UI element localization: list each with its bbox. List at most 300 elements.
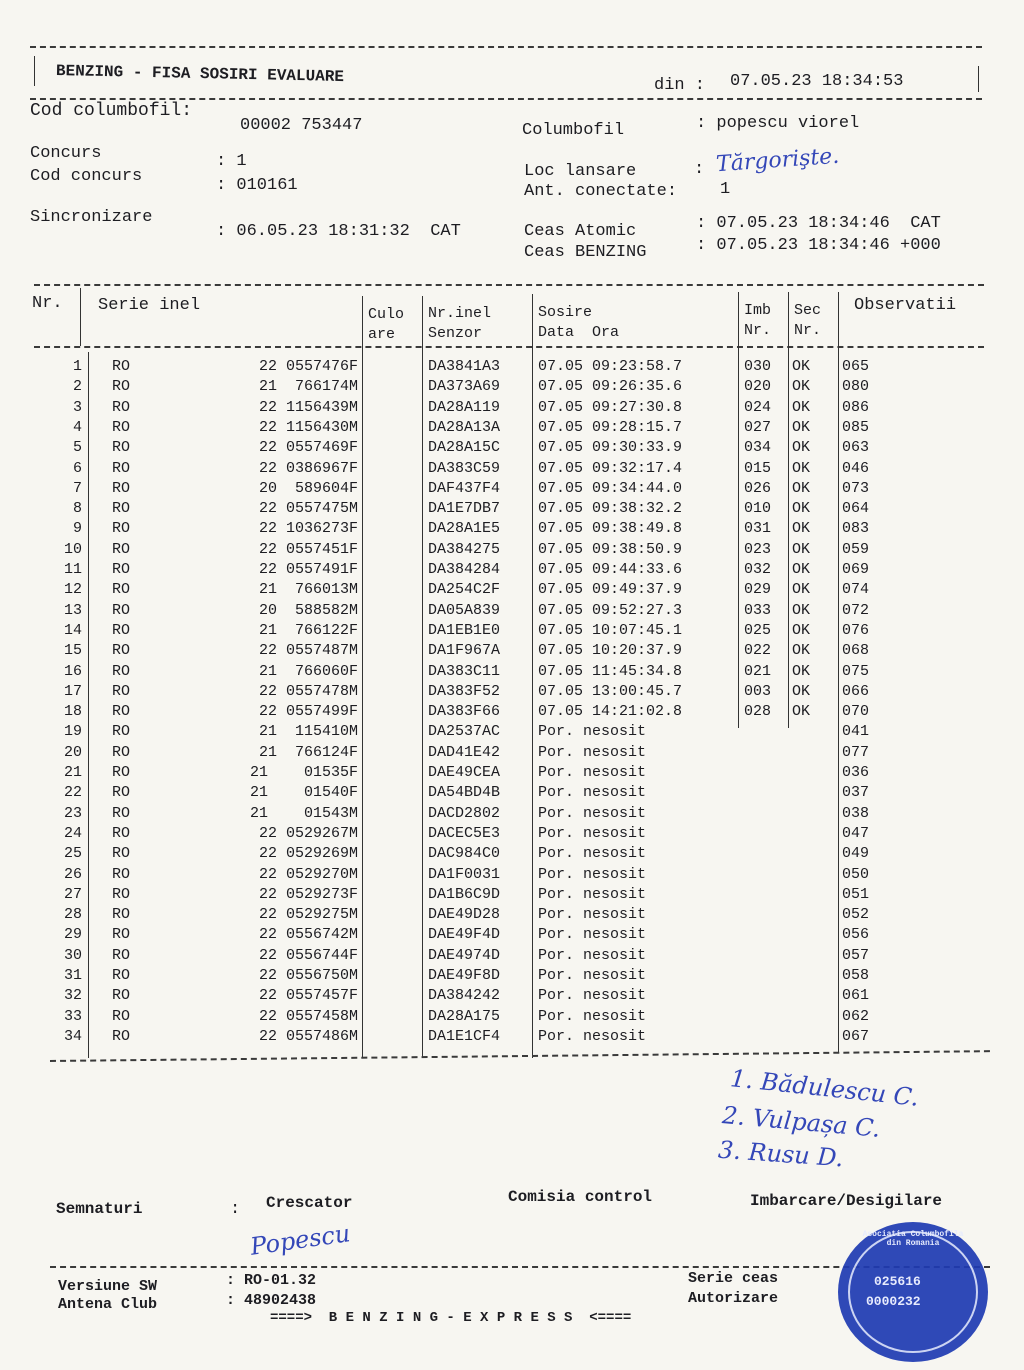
- row-ring-series: 22 0557451F: [258, 540, 358, 558]
- row-imb-nr: 030: [744, 358, 772, 375]
- row-sec-nr: OK: [792, 662, 811, 680]
- col-header-serie: Serie inel: [98, 296, 201, 315]
- header-bottom-rule: [30, 98, 982, 100]
- row-sec-nr: OK: [792, 642, 811, 660]
- row-number: 31: [63, 967, 82, 984]
- row-country: RO: [112, 601, 131, 619]
- col-header-sosire-1: Sosire: [538, 304, 593, 321]
- row-sensor-ring: DA54BD4B: [428, 784, 501, 802]
- row-observatii: 041: [842, 723, 870, 741]
- table-row: [30, 763, 990, 783]
- row-ring-series: 21 766124F: [258, 743, 358, 761]
- row-country: RO: [112, 520, 131, 538]
- row-imb-nr: 031: [744, 520, 772, 538]
- row-arrival: Por. nesosit: [538, 804, 647, 822]
- table-row: [30, 682, 990, 702]
- row-imb-nr: 024: [744, 398, 772, 416]
- row-sec-nr: OK: [792, 520, 811, 538]
- row-sec-nr: OK: [792, 500, 811, 518]
- row-country: RO: [112, 804, 131, 822]
- table-row: [30, 398, 990, 418]
- row-observatii: 036: [842, 764, 870, 781]
- row-number: 15: [63, 642, 82, 660]
- row-country: RO: [112, 824, 131, 842]
- header-right-bar: [978, 66, 979, 92]
- row-ring-series: 21 766060F: [258, 662, 358, 680]
- row-observatii: 077: [842, 743, 870, 761]
- col-header-nrinel-1: Nr.inel: [428, 305, 492, 322]
- row-sec-nr: OK: [792, 621, 811, 639]
- row-number: 17: [63, 682, 82, 700]
- row-sensor-ring: DA1E7DB7: [428, 500, 501, 518]
- row-sensor-ring: DA1F967A: [428, 642, 501, 660]
- ceas-atomic-value: : 07.05.23 18:34:46 CAT: [696, 214, 941, 233]
- cod-columbofil-label: Cod columbofil:: [30, 101, 193, 121]
- table-row: [30, 560, 990, 580]
- table-row: [30, 621, 990, 641]
- row-arrival: Por. nesosit: [538, 845, 647, 863]
- row-observatii: 056: [842, 926, 870, 944]
- col-header-imb-1: Imb: [744, 302, 772, 319]
- serie-ceas-label: Serie ceas: [688, 1270, 779, 1287]
- row-imb-nr: 029: [744, 581, 772, 599]
- row-number: 5: [72, 439, 82, 457]
- row-ring-series: 22 0529275M: [258, 906, 358, 924]
- row-arrival: Por. nesosit: [538, 824, 647, 842]
- row-ring-series: 22 1156430M: [258, 418, 358, 436]
- row-sec-nr: OK: [792, 581, 811, 599]
- row-sensor-ring: DA1EB1E0: [428, 621, 501, 639]
- row-ring-series: 22 0557491F: [258, 561, 358, 578]
- row-arrival: 07.05 09:44:33.6: [538, 561, 683, 578]
- row-sec-nr: OK: [792, 358, 811, 375]
- stamp-value-1: 025616: [874, 1274, 921, 1289]
- row-observatii: 083: [842, 520, 870, 538]
- imbarcare-label: Imbarcare/Desigilare: [750, 1192, 943, 1210]
- row-arrival: Por. nesosit: [538, 987, 647, 1005]
- row-observatii: 073: [842, 479, 870, 497]
- stamp-arc-text: Asociatia Columbofila din Romania: [862, 1230, 964, 1248]
- row-country: RO: [112, 561, 131, 578]
- row-sec-nr: OK: [792, 378, 811, 396]
- table-row: [30, 743, 990, 763]
- row-ring-series: 22 0557457F: [258, 987, 358, 1005]
- row-number: 34: [63, 1027, 82, 1045]
- row-arrival: 07.05 09:34:44.0: [538, 479, 683, 497]
- row-ring-series: 22 0386967F: [258, 459, 358, 477]
- loc-lansare-label: Loc lansare: [524, 162, 637, 181]
- row-sec-nr: OK: [792, 682, 811, 700]
- row-ring-series: 22 0557476F: [258, 358, 358, 375]
- header-left-bar: [34, 56, 35, 86]
- row-observatii: 068: [842, 642, 870, 660]
- row-ring-series: 21 766174M: [258, 378, 358, 396]
- table-header-rule: [34, 346, 984, 348]
- columbofil-value: : popescu viorel: [696, 114, 860, 133]
- row-imb-nr: 032: [744, 561, 772, 578]
- table-row: [30, 662, 990, 682]
- table-row: [30, 783, 990, 803]
- row-observatii: 046: [842, 459, 870, 477]
- row-arrival: Por. nesosit: [538, 723, 647, 741]
- row-sensor-ring: DA254C2F: [428, 581, 501, 599]
- row-number: 27: [63, 885, 82, 903]
- row-imb-nr: 033: [744, 601, 772, 619]
- row-number: 14: [63, 621, 82, 639]
- row-sec-nr: OK: [792, 540, 811, 558]
- row-arrival: 07.05 09:30:33.9: [538, 439, 683, 457]
- row-arrival: 07.05 09:38:49.8: [538, 520, 683, 538]
- row-arrival: 07.05 09:28:15.7: [538, 418, 683, 436]
- row-sensor-ring: DAF437F4: [428, 479, 501, 497]
- row-observatii: 052: [842, 906, 870, 924]
- row-country: RO: [112, 358, 131, 375]
- row-country: RO: [112, 459, 131, 477]
- row-sensor-ring: DA384284: [428, 561, 501, 578]
- row-country: RO: [112, 479, 131, 497]
- document-title: BENZING - FISA SOSIRI EVALUARE: [55, 62, 345, 87]
- row-ring-series: 22 0557486M: [258, 1027, 358, 1045]
- ceas-benzing-label: Ceas BENZING: [524, 243, 647, 262]
- commission-signature-2: 2. Vulpașa C.: [721, 1101, 882, 1143]
- row-sensor-ring: DA1F0031: [428, 865, 501, 883]
- table-row: [30, 580, 990, 600]
- row-arrival: 07.05 09:27:30.8: [538, 398, 683, 416]
- table-row: [30, 702, 990, 722]
- row-sensor-ring: DA05A839: [428, 601, 501, 619]
- table-row: [30, 377, 990, 397]
- table-row: [30, 357, 990, 377]
- row-number: 21: [63, 764, 82, 781]
- row-number: 4: [72, 418, 82, 436]
- row-observatii: 080: [842, 378, 870, 396]
- row-observatii: 076: [842, 621, 870, 639]
- row-arrival: 07.05 09:26:35.6: [538, 378, 683, 396]
- row-observatii: 061: [842, 987, 870, 1005]
- col-header-culoare-2: are: [368, 326, 396, 343]
- table-row: [30, 459, 990, 479]
- col-header-nrinel-2: Senzor: [428, 325, 483, 342]
- row-country: RO: [112, 987, 131, 1005]
- row-country: RO: [112, 581, 131, 599]
- row-arrival: Por. nesosit: [538, 1027, 647, 1045]
- row-sensor-ring: DA1E1CF4: [428, 1027, 501, 1045]
- row-ring-series: 22 0529267M: [258, 824, 358, 842]
- row-number: 10: [63, 540, 82, 558]
- row-arrival: 07.05 14:21:02.8: [538, 703, 683, 721]
- semnaturi-label: Semnaturi: [56, 1200, 143, 1218]
- row-country: RO: [112, 1027, 131, 1045]
- row-sensor-ring: DAD41E42: [428, 743, 501, 761]
- row-observatii: 067: [842, 1027, 870, 1045]
- ceas-benzing-value: : 07.05.23 18:34:46 +000: [696, 236, 941, 255]
- row-country: RO: [112, 865, 131, 883]
- row-country: RO: [112, 906, 131, 924]
- row-sec-nr: OK: [792, 561, 811, 578]
- row-ring-series: 21 01543M: [249, 804, 358, 822]
- row-sensor-ring: DA3841A3: [428, 358, 501, 375]
- row-number: 7: [72, 479, 82, 497]
- row-ring-series: 22 0529273F: [258, 885, 358, 903]
- brand-line: ====> B E N Z I N G - E X P R E S S <====: [270, 1310, 632, 1326]
- row-country: RO: [112, 946, 131, 964]
- print-date-label: din :: [654, 76, 706, 95]
- row-arrival: 07.05 10:20:37.9: [538, 642, 683, 660]
- row-country: RO: [112, 682, 131, 700]
- row-country: RO: [112, 439, 131, 457]
- row-observatii: 058: [842, 967, 870, 984]
- row-country: RO: [112, 926, 131, 944]
- row-sec-nr: OK: [792, 459, 811, 477]
- row-imb-nr: 027: [744, 418, 772, 436]
- row-imb-nr: 028: [744, 703, 772, 721]
- row-imb-nr: 003: [744, 682, 772, 700]
- crescator-signature: Popescu: [248, 1219, 352, 1261]
- row-sensor-ring: DA384275: [428, 540, 501, 558]
- stamp-ring: [848, 1231, 978, 1353]
- row-observatii: 050: [842, 865, 870, 883]
- row-arrival: 07.05 10:07:45.1: [538, 621, 683, 639]
- sincronizare-label: Sincronizare: [30, 208, 153, 227]
- row-sensor-ring: DA2537AC: [428, 723, 501, 741]
- row-arrival: 07.05 09:32:17.4: [538, 459, 683, 477]
- row-sensor-ring: DACD2802: [428, 804, 501, 822]
- versiune-value: : RO-01.32: [226, 1272, 317, 1289]
- row-ring-series: 20 589604F: [258, 479, 358, 497]
- row-observatii: 063: [842, 439, 870, 457]
- row-country: RO: [112, 703, 131, 721]
- table-row: [30, 722, 990, 742]
- row-arrival: Por. nesosit: [538, 906, 647, 924]
- row-observatii: 072: [842, 601, 870, 619]
- row-sec-nr: OK: [792, 398, 811, 416]
- header-top-rule: [30, 46, 982, 48]
- table-row: [30, 641, 990, 661]
- loc-lansare-sep: :: [694, 160, 705, 179]
- row-sensor-ring: DA384242: [428, 987, 501, 1005]
- row-number: 20: [63, 743, 82, 761]
- row-imb-nr: 010: [744, 500, 772, 518]
- row-number: 9: [72, 520, 82, 538]
- row-number: 30: [63, 946, 82, 964]
- row-country: RO: [112, 418, 131, 436]
- row-ring-series: 22 0557499F: [258, 703, 358, 721]
- table-row: [30, 905, 990, 925]
- col-header-imb-2: Nr.: [744, 322, 772, 339]
- row-observatii: 086: [842, 398, 870, 416]
- ant-conectate-label: Ant. conectate:: [524, 182, 678, 201]
- row-imb-nr: 015: [744, 459, 772, 477]
- commission-signature-3: 3. Rusu D.: [717, 1135, 845, 1173]
- row-ring-series: 22 0557469F: [258, 439, 358, 457]
- table-row: [30, 1027, 990, 1047]
- row-sensor-ring: DAE49F4D: [428, 926, 501, 944]
- ant-conectate-value: 1: [720, 180, 731, 199]
- antena-value: : 48902438: [226, 1292, 317, 1309]
- row-ring-series: 20 588582M: [258, 601, 358, 619]
- table-row: [30, 499, 990, 519]
- row-arrival: Por. nesosit: [538, 743, 647, 761]
- row-number: 25: [63, 845, 82, 863]
- row-ring-series: 21 766013M: [258, 581, 358, 599]
- row-number: 32: [63, 987, 82, 1005]
- row-arrival: 07.05 09:38:32.2: [538, 500, 683, 518]
- col-header-sosire-2: Data Ora: [538, 324, 620, 341]
- row-country: RO: [112, 621, 131, 639]
- table-row: [30, 438, 990, 458]
- table-row: [30, 418, 990, 438]
- row-imb-nr: 023: [744, 540, 772, 558]
- row-sensor-ring: DA1B6C9D: [428, 885, 501, 903]
- row-country: RO: [112, 500, 131, 518]
- row-arrival: Por. nesosit: [538, 865, 647, 883]
- row-sensor-ring: DA383C11: [428, 662, 501, 680]
- table-row: [30, 885, 990, 905]
- row-sensor-ring: DA383C59: [428, 459, 501, 477]
- row-country: RO: [112, 885, 131, 903]
- row-sensor-ring: DAE49F8D: [428, 967, 501, 984]
- row-number: 26: [63, 865, 82, 883]
- row-number: 3: [72, 398, 82, 416]
- row-imb-nr: 026: [744, 479, 772, 497]
- row-arrival: Por. nesosit: [538, 885, 647, 903]
- row-number: 29: [63, 926, 82, 944]
- col-header-sec-1: Sec: [794, 302, 822, 319]
- row-sec-nr: OK: [792, 703, 811, 721]
- table-bottom-rule: [50, 1050, 990, 1062]
- row-imb-nr: 021: [744, 662, 772, 680]
- commission-signature-1: 1. Bădulescu C.: [729, 1064, 921, 1112]
- table-row: [30, 824, 990, 844]
- row-ring-series: 21 115410M: [258, 723, 358, 741]
- row-country: RO: [112, 662, 131, 680]
- row-sec-nr: OK: [792, 439, 811, 457]
- sincronizare-value: : 06.05.23 18:31:32 CAT: [216, 222, 461, 241]
- row-imb-nr: 034: [744, 439, 772, 457]
- col-header-nr: Nr.: [32, 294, 63, 313]
- row-number: 23: [63, 804, 82, 822]
- row-arrival: Por. nesosit: [538, 1007, 647, 1025]
- col-header-culoare-1: Culo: [368, 306, 405, 323]
- row-ring-series: 22 1156439M: [258, 398, 358, 416]
- row-sensor-ring: DAC984C0: [428, 845, 501, 863]
- row-sensor-ring: DA28A13A: [428, 418, 501, 436]
- table-row: [30, 519, 990, 539]
- row-number: 2: [72, 378, 82, 396]
- autorizare-label: Autorizare: [688, 1290, 779, 1307]
- row-country: RO: [112, 784, 131, 802]
- table-row: [30, 946, 990, 966]
- row-ring-series: 22 0557475M: [258, 500, 358, 518]
- row-arrival: Por. nesosit: [538, 926, 647, 944]
- row-country: RO: [112, 845, 131, 863]
- table-row: [30, 925, 990, 945]
- club-stamp: [838, 1222, 988, 1362]
- row-sensor-ring: DA383F66: [428, 703, 501, 721]
- row-observatii: 066: [842, 682, 870, 700]
- table-row: [30, 540, 990, 560]
- table-row: [30, 1007, 990, 1027]
- row-ring-series: 22 0556742M: [258, 926, 358, 944]
- row-arrival: 07.05 09:23:58.7: [538, 358, 683, 375]
- comisia-label: Comisia control: [508, 1188, 653, 1206]
- row-ring-series: 22 0557458M: [258, 1007, 358, 1025]
- row-number: 22: [63, 784, 82, 802]
- table-row: [30, 844, 990, 864]
- row-sensor-ring: DA383F52: [428, 682, 501, 700]
- row-sensor-ring: DACEC5E3: [428, 824, 501, 842]
- row-number: 33: [63, 1007, 82, 1025]
- row-country: RO: [112, 642, 131, 660]
- columbofil-label: Columbofil: [522, 121, 625, 140]
- col-sep-nr: [80, 288, 81, 346]
- row-arrival: Por. nesosit: [538, 946, 647, 964]
- row-ring-series: 22 0557487M: [258, 642, 358, 660]
- table-top-rule: [34, 284, 984, 286]
- row-ring-series: 21 766122F: [258, 621, 358, 639]
- table-row: [30, 601, 990, 621]
- row-ring-series: 21 01540F: [249, 784, 358, 802]
- cod-columbofil-value: 00002 753447: [240, 116, 363, 135]
- row-ring-series: 22 0556750M: [258, 967, 358, 984]
- row-observatii: 065: [842, 358, 870, 375]
- row-observatii: 038: [842, 804, 870, 822]
- row-number: 19: [63, 723, 82, 741]
- table-row: [30, 986, 990, 1006]
- row-country: RO: [112, 378, 131, 396]
- row-sec-nr: OK: [792, 479, 811, 497]
- row-arrival: 07.05 09:38:50.9: [538, 540, 683, 558]
- row-arrival: 07.05 13:00:45.7: [538, 682, 683, 700]
- col-header-sec-2: Nr.: [794, 322, 822, 339]
- row-ring-series: 21 01535F: [249, 764, 358, 781]
- row-observatii: 075: [842, 662, 870, 680]
- row-number: 8: [72, 500, 82, 518]
- row-sensor-ring: DA28A119: [428, 398, 501, 416]
- row-observatii: 049: [842, 845, 870, 863]
- row-ring-series: 22 1036273F: [258, 520, 358, 538]
- stamp-value-2: 0000232: [866, 1294, 921, 1309]
- ceas-atomic-label: Ceas Atomic: [524, 222, 637, 241]
- row-arrival: 07.05 11:45:34.8: [538, 662, 683, 680]
- table-row: [30, 966, 990, 986]
- row-sensor-ring: DAE49D28: [428, 906, 501, 924]
- row-ring-series: 22 0529270M: [258, 865, 358, 883]
- row-observatii: 085: [842, 418, 870, 436]
- row-number: 12: [63, 581, 82, 599]
- row-ring-series: 22 0557478M: [258, 682, 358, 700]
- row-arrival: Por. nesosit: [538, 784, 647, 802]
- row-observatii: 047: [842, 824, 870, 842]
- crescator-label: Crescator: [266, 1194, 353, 1212]
- antena-label: Antena Club: [58, 1296, 158, 1313]
- row-observatii: 074: [842, 581, 870, 599]
- concurs-label: Concurs: [30, 144, 102, 163]
- row-imb-nr: 022: [744, 642, 772, 660]
- row-arrival: 07.05 09:52:27.3: [538, 601, 683, 619]
- concurs-value: : 1: [216, 152, 247, 171]
- row-observatii: 037: [842, 784, 870, 802]
- row-country: RO: [112, 743, 131, 761]
- row-sensor-ring: DAE4974D: [428, 946, 501, 964]
- row-ring-series: 22 0556744F: [258, 946, 358, 964]
- row-observatii: 059: [842, 540, 870, 558]
- row-ring-series: 22 0529269M: [258, 845, 358, 863]
- row-sensor-ring: DA28A1E5: [428, 520, 501, 538]
- row-sensor-ring: DA373A69: [428, 378, 501, 396]
- print-date-value: 07.05.23 18:34:53: [730, 72, 904, 91]
- table-row: [30, 479, 990, 499]
